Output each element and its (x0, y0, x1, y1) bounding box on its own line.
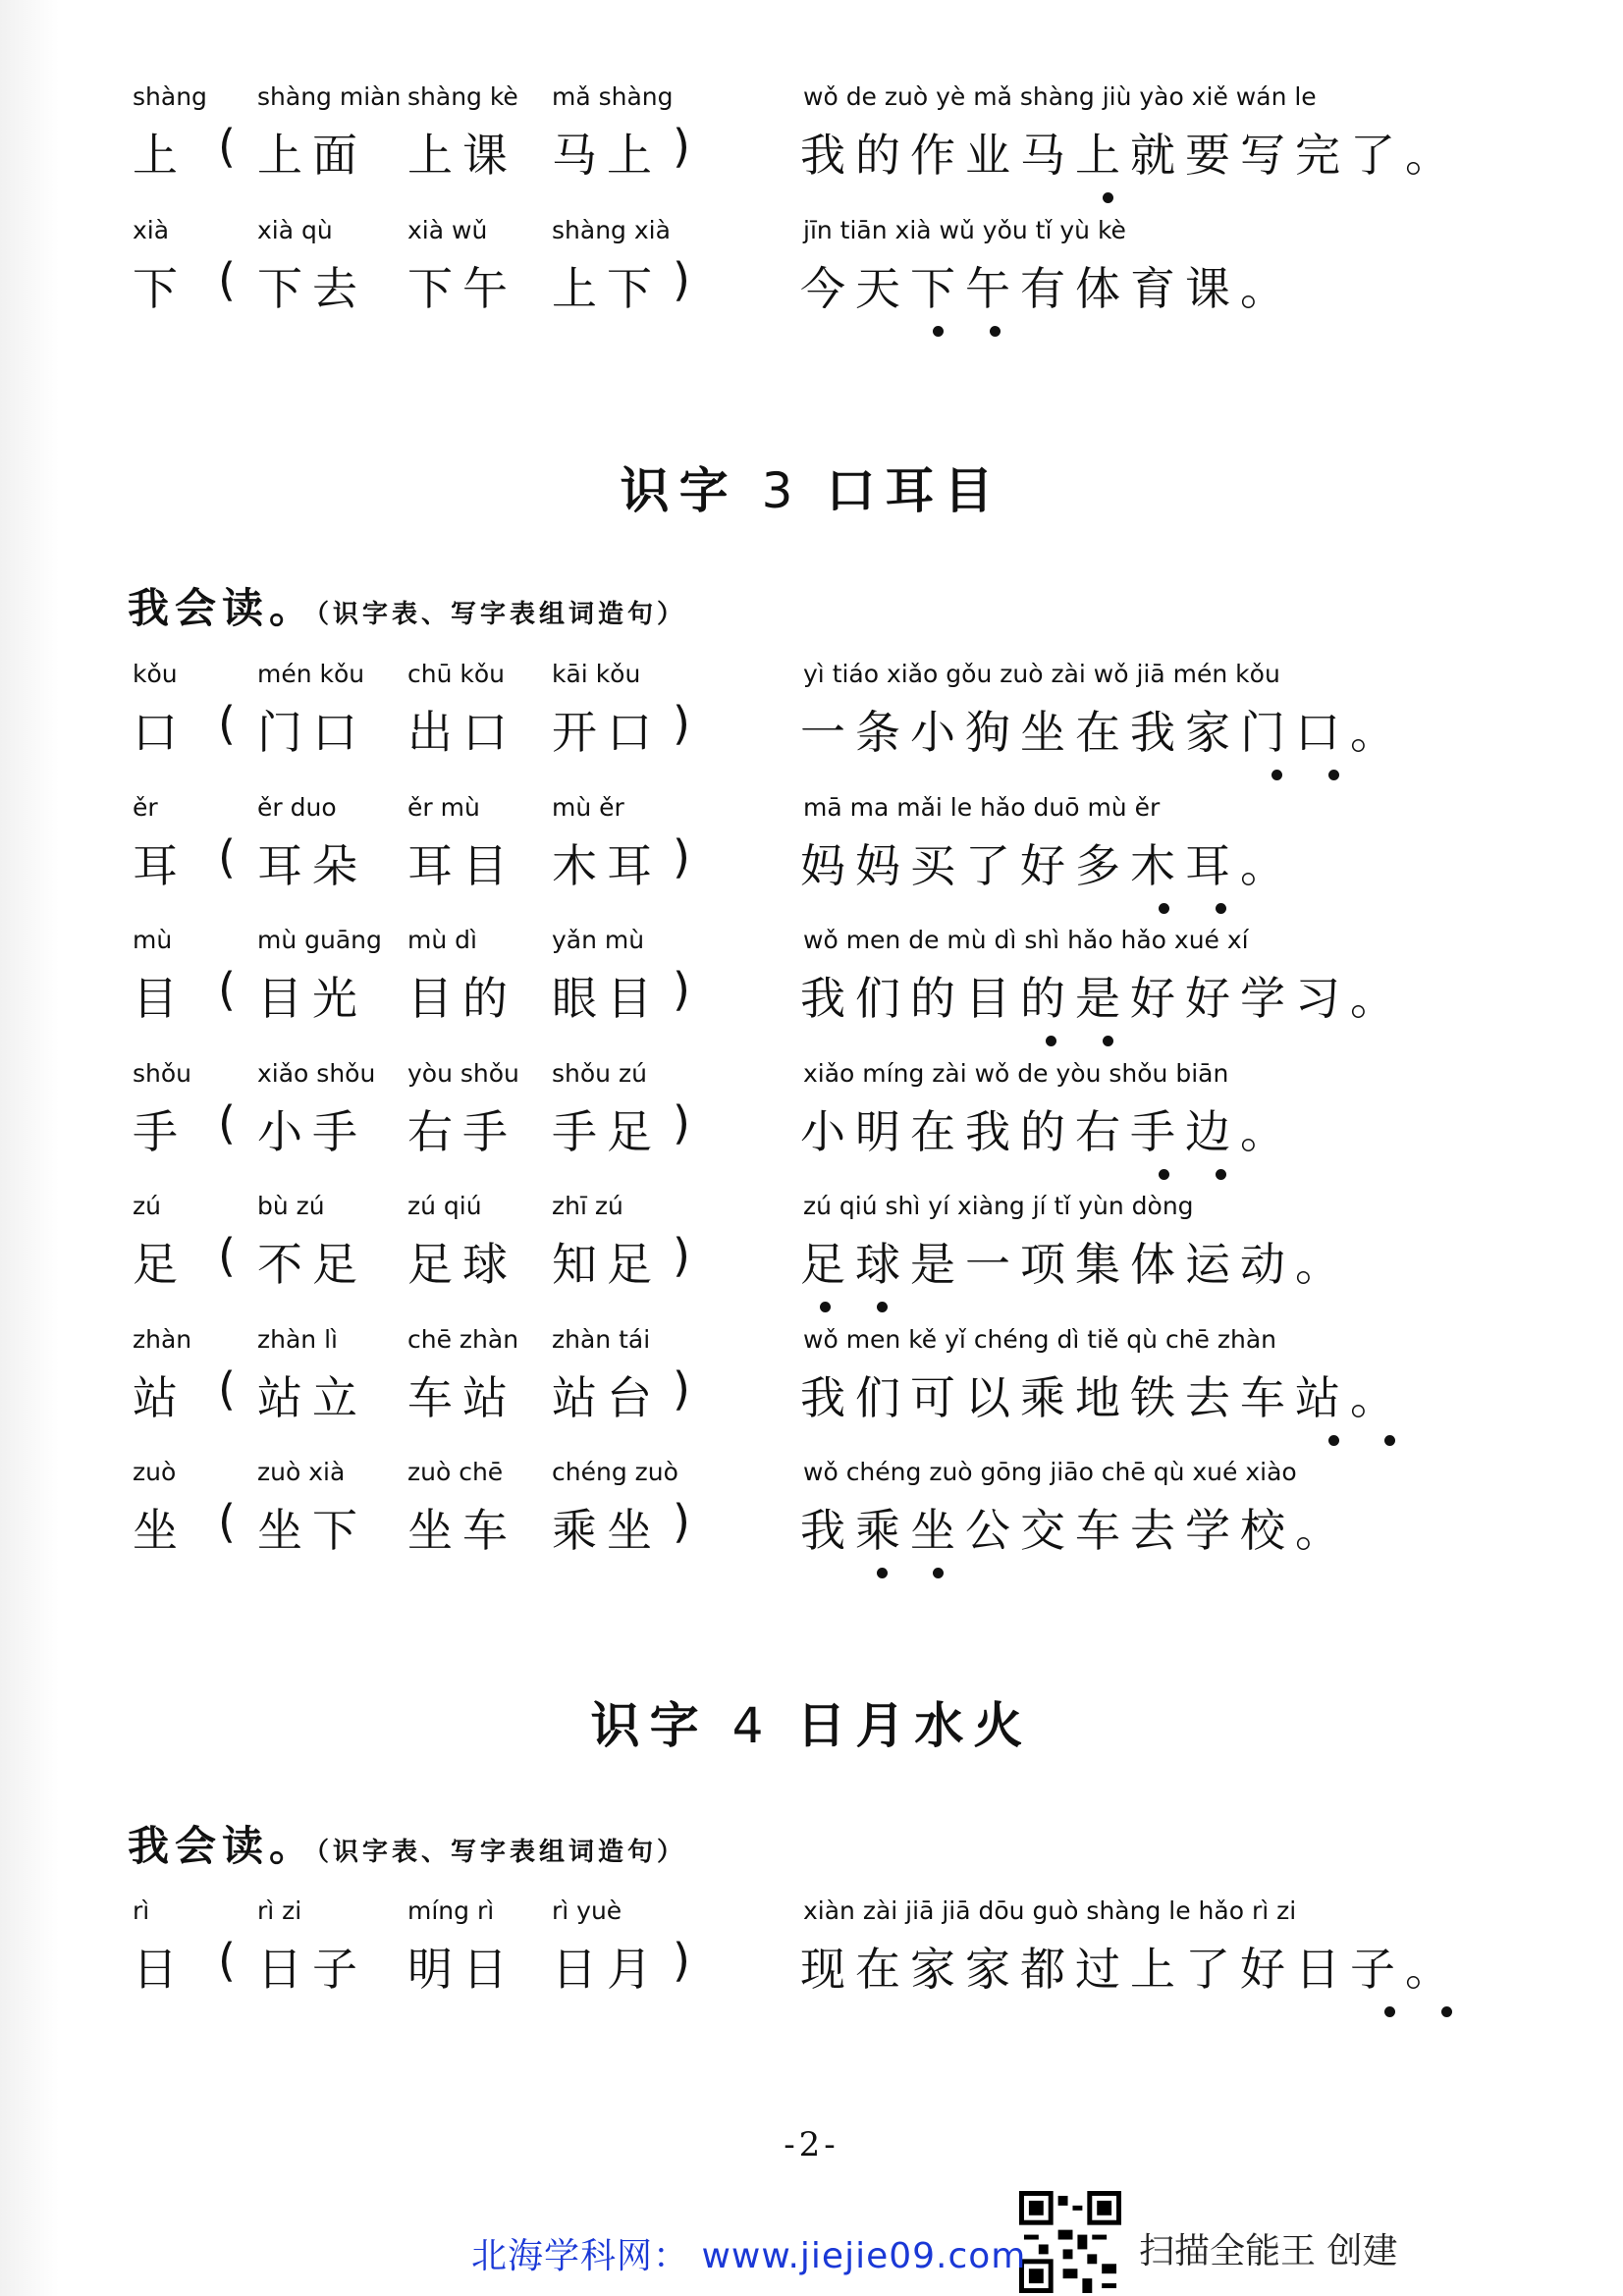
section-3-read-text: 我会读。 (128, 584, 317, 632)
word-pinyin: chū kǒu (407, 660, 505, 688)
target-char: 站 (133, 1371, 188, 1424)
vocab-row (0, 660, 1623, 787)
vocab-row (0, 1059, 1623, 1187)
char-pinyin: mù (133, 926, 173, 954)
section-3-title (0, 452, 1623, 522)
sentence-pinyin: wǒ men kě yǐ chéng dì tiě qù chē zhàn (803, 1325, 1276, 1354)
word: 上下 (552, 262, 662, 315)
paren-close: ) (673, 697, 690, 750)
vocab-row (0, 82, 1623, 210)
word: 坐下 (257, 1504, 367, 1557)
vocab-row (0, 1896, 1623, 2024)
char-pinyin: ěr (133, 793, 158, 822)
paren-open: ( (218, 120, 236, 173)
sentence-pinyin: zú qiú shì yí xiàng jí tǐ yùn dòng (803, 1192, 1194, 1220)
word-pinyin: ěr duo (257, 793, 337, 822)
emphasis-dot (820, 1302, 831, 1312)
word-pinyin: rì yuè (552, 1896, 622, 1925)
section-3-read-label (128, 576, 686, 635)
word-pinyin: xià qù (257, 216, 333, 244)
section-3-title-pre: 识字 (620, 462, 738, 519)
word: 目光 (257, 972, 367, 1025)
word: 足球 (407, 1238, 517, 1291)
emphasis-dot (1271, 770, 1282, 780)
sentence: 足球是一项集体运动。 (800, 1238, 1350, 1291)
sentence: 我们可以乘地铁去车站。 (800, 1371, 1405, 1424)
word-pinyin: shǒu zú (552, 1059, 647, 1088)
paren-open: ( (218, 1495, 236, 1548)
word-pinyin: shàng xià (552, 216, 671, 244)
section-3-read-note: （识字表、写字表组词造句） (316, 600, 687, 629)
word-pinyin: zuò xià (257, 1458, 346, 1486)
section-4-title (0, 1686, 1623, 1757)
target-char: 耳 (133, 839, 188, 892)
word-pinyin: míng rì (407, 1896, 495, 1925)
word-pinyin: zuò chē (407, 1458, 504, 1486)
target-char: 足 (133, 1238, 188, 1291)
word: 耳朵 (257, 839, 367, 892)
section-4-title-post: 日月水火 (796, 1697, 1033, 1754)
paren-open: ( (218, 697, 236, 750)
char-pinyin: kǒu (133, 660, 178, 688)
footer-site-link[interactable]: 北海学科网： www.jiejie09.com (471, 2236, 1027, 2276)
paren-close: ) (673, 830, 690, 883)
sentence-pinyin: wǒ chéng zuò gōng jiāo chē qù xué xiào (803, 1458, 1297, 1486)
word: 站立 (257, 1371, 367, 1424)
paren-open: ( (218, 830, 236, 883)
word: 上面 (257, 129, 367, 182)
word-pinyin: xià wǔ (407, 216, 488, 244)
page-number: -2- (784, 2125, 839, 2164)
word-pinyin: mù guāng (257, 926, 382, 954)
word-pinyin: zú qiú (407, 1192, 482, 1220)
word: 马上 (552, 129, 662, 182)
section-4-read-label (128, 1814, 686, 1873)
sentence-pinyin: wǒ men de mù dì shì hǎo hǎo xué xí (803, 926, 1249, 954)
word-pinyin: chéng zuò (552, 1458, 678, 1486)
emphasis-dot (877, 1568, 888, 1578)
word: 日子 (257, 1943, 367, 1996)
char-pinyin: rì (133, 1896, 150, 1925)
paren-open: ( (218, 963, 236, 1016)
word: 车站 (407, 1371, 517, 1424)
target-char: 下 (133, 262, 188, 315)
emphasis-dot (1216, 1169, 1226, 1180)
vocab-row (0, 926, 1623, 1053)
vocab-row (0, 216, 1623, 344)
word: 明日 (407, 1943, 517, 1996)
paren-open: ( (218, 1096, 236, 1149)
word-pinyin: yòu shǒu (407, 1059, 519, 1088)
word: 手足 (552, 1105, 662, 1158)
word: 木耳 (552, 839, 662, 892)
emphasis-dot (1103, 1036, 1113, 1046)
char-pinyin: xià (133, 216, 170, 244)
sentence: 现在家家都过上了好日子。 (800, 1943, 1460, 1996)
target-char: 目 (133, 972, 188, 1025)
paren-close: ) (673, 120, 690, 173)
word: 门口 (257, 706, 367, 759)
word-pinyin: shàng kè (407, 82, 518, 111)
word: 出口 (407, 706, 517, 759)
sentence-pinyin: mā ma mǎi le hǎo duō mù ěr (803, 793, 1161, 822)
sentence: 今天下午有体育课。 (800, 262, 1295, 315)
section-4-title-num: 4 (731, 1697, 774, 1754)
emphasis-dot (1046, 1036, 1056, 1046)
target-char: 日 (133, 1943, 188, 1996)
paren-close: ) (673, 1495, 690, 1548)
vocab-row (0, 1325, 1623, 1453)
word-pinyin: yǎn mù (552, 926, 645, 954)
sentence-pinyin: jīn tiān xià wǔ yǒu tǐ yù kè (803, 216, 1126, 244)
section-3-title-num: 3 (761, 462, 803, 519)
section-3-title-post: 口耳目 (826, 462, 1003, 519)
word-pinyin: mù ěr (552, 793, 624, 822)
paren-close: ) (673, 1229, 690, 1282)
word-pinyin: mǎ shàng (552, 82, 674, 111)
emphasis-dot (1159, 1169, 1169, 1180)
target-char: 坐 (133, 1504, 188, 1557)
paren-close: ) (673, 1362, 690, 1415)
word: 下午 (407, 262, 517, 315)
word-pinyin: rì zi (257, 1896, 302, 1925)
word: 目的 (407, 972, 517, 1025)
word-pinyin: chē zhàn (407, 1325, 519, 1354)
sentence: 我乘坐公交车去学校。 (800, 1504, 1350, 1557)
sentence: 一条小狗坐在我家门口。 (800, 706, 1405, 759)
word: 站台 (552, 1371, 662, 1424)
emphasis-dot (933, 326, 944, 337)
char-pinyin: shàng (133, 82, 207, 111)
target-char: 手 (133, 1105, 188, 1158)
emphasis-dot (990, 326, 1001, 337)
emphasis-dot (1441, 2006, 1452, 2017)
section-4-title-pre: 识字 (590, 1697, 709, 1754)
section-4-read-text: 我会读。 (128, 1822, 317, 1870)
sentence-pinyin: yì tiáo xiǎo gǒu zuò zài wǒ jiā mén kǒu (803, 660, 1280, 688)
sentence: 妈妈买了好多木耳。 (800, 839, 1295, 892)
char-pinyin: zuò (133, 1458, 177, 1486)
word-pinyin: kāi kǒu (552, 660, 641, 688)
footer-scanner-credit: 扫描全能王 创建 (1139, 2231, 1398, 2271)
emphasis-dot (1216, 903, 1226, 914)
paren-open: ( (218, 253, 236, 306)
char-pinyin: zhàn (133, 1325, 192, 1354)
word-pinyin: ěr mù (407, 793, 480, 822)
word-pinyin: zhī zú (552, 1192, 623, 1220)
sentence: 我们的目的是好好学习。 (800, 972, 1405, 1025)
sentence: 小明在我的右手边。 (800, 1105, 1295, 1158)
paren-close: ) (673, 1096, 690, 1149)
vocab-row (0, 1192, 1623, 1319)
sentence-pinyin: xiǎo míng zài wǒ de yòu shǒu biān (803, 1059, 1229, 1088)
paren-close: ) (673, 253, 690, 306)
paren-open: ( (218, 1362, 236, 1415)
word-pinyin: bù zú (257, 1192, 325, 1220)
emphasis-dot (1159, 903, 1169, 914)
word-pinyin: mén kǒu (257, 660, 365, 688)
emphasis-dot (1384, 2006, 1395, 2017)
word-pinyin: mù dì (407, 926, 477, 954)
sentence-pinyin: xiàn zài jiā jiā dōu guò shàng le hǎo rì zi (803, 1896, 1297, 1925)
paren-open: ( (218, 1229, 236, 1282)
word: 开口 (552, 706, 662, 759)
word: 上课 (407, 129, 517, 182)
word: 坐车 (407, 1504, 517, 1557)
emphasis-dot (877, 1302, 888, 1312)
paren-close: ) (673, 1934, 690, 1987)
word: 日月 (552, 1943, 662, 1996)
word: 耳目 (407, 839, 517, 892)
word: 不足 (257, 1238, 367, 1291)
emphasis-dot (933, 1568, 944, 1578)
char-pinyin: zú (133, 1192, 161, 1220)
paren-close: ) (673, 963, 690, 1016)
word: 眼目 (552, 972, 662, 1025)
emphasis-dot (1103, 192, 1113, 203)
word-pinyin: zhàn tái (552, 1325, 651, 1354)
vocab-row (0, 793, 1623, 921)
word: 小手 (257, 1105, 367, 1158)
word-pinyin: shàng miàn (257, 82, 402, 111)
target-char: 口 (133, 706, 188, 759)
sentence: 我的作业马上就要写完了。 (800, 129, 1460, 182)
word: 右手 (407, 1105, 517, 1158)
word: 乘坐 (552, 1504, 662, 1557)
emphasis-dot (1328, 1435, 1339, 1446)
word: 知足 (552, 1238, 662, 1291)
target-char: 上 (133, 129, 188, 182)
word-pinyin: xiǎo shǒu (257, 1059, 376, 1088)
section-4-read-note: （识字表、写字表组词造句） (316, 1838, 687, 1867)
vocab-row (0, 1458, 1623, 1585)
word-pinyin: zhàn lì (257, 1325, 338, 1354)
qr-code-icon (1019, 2191, 1121, 2293)
emphasis-dot (1384, 1435, 1395, 1446)
paren-open: ( (218, 1934, 236, 1987)
sentence-pinyin: wǒ de zuò yè mǎ shàng jiù yào xiě wán le (803, 82, 1317, 111)
char-pinyin: shǒu (133, 1059, 192, 1088)
emphasis-dot (1328, 770, 1339, 780)
word: 下去 (257, 262, 367, 315)
